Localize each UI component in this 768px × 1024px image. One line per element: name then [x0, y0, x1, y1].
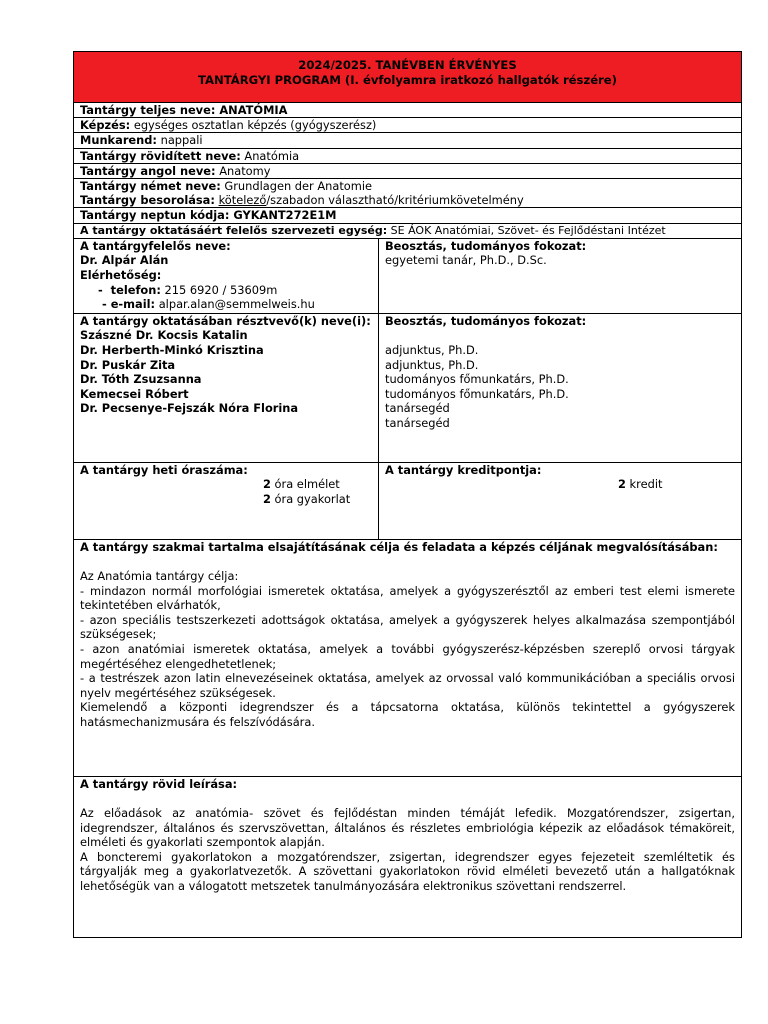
goal-section: A tantárgy szakmai tartalma elsajátításának célja és feladata a képzés céljának megvalósításában: Az Anatómia tantárgy célja: - mindazon normál morfológiai ismeretek oktatása, amelyek a gyógyszerésztől az emberi test elemi ismerete tekintetében elvárhatók, - azon speciális testszerkezeti adottságok oktatása, amelyek a gyógyszerek helyes alkalmazása szempontjából szükségesek; - azon anatómiai ismeretek oktatása, amelyek a további gyógyszerész-képzésben szereplő orvosi tárgyak megértéséhez elengedhetetlenek; - a testrészek azon latin elnevezéseinek oktatása, amelyek az orvossal való kommunikációban a speciális orvosi nyelv megértéséhez szükségesek. Kiemelendő a központi idegrendszer és a tápcsatorna oktatása, különös tekintettel a gyógyszerek hatásmechanizmusára és felszívódására.	[74, 540, 741, 777]
responsible-name: Dr. Alpár Alán	[80, 253, 169, 268]
participants-section: A tantárgy oktatásában résztvevő(k) neve(i): Szászné Dr. Kocsis Katalin Dr. Herberth-Minkó Krisztina Dr. Puskár Zita Dr. Tóth Zsuzsanna Kemecsei Róbert Dr. Pecsenye-Fejszák Nóra Florina Beosztás, tudományos fokozat: adjunktus, Ph.D. adjunktus, Ph.D. tudományos főmunkatárs, Ph.D. tudományos főmunkatárs, Ph.D. tanársegéd tanársegéd	[74, 314, 741, 463]
row-field: Tantárgy angol neve: Anatomy	[74, 164, 741, 179]
summary-section	[74, 777, 741, 937]
participant-position: tanársegéd	[385, 415, 450, 430]
participant-position: tudományos főmunkatárs, Ph.D.	[385, 372, 569, 387]
row-classification: Tantárgy besorolása: kötelező/szabadon választható/kritériumkövetelmény	[74, 193, 741, 208]
participant-name: Dr. Puskár Zita	[80, 357, 176, 372]
document-page	[73, 51, 742, 938]
goal-item: - azon speciális testszerkezeti adottságok oktatása, amelyek a gyógyszerek helyes alkalmazása szempontjából szükségesek;	[80, 612, 735, 642]
summary-title: A tantárgy rövid leírása:	[80, 776, 238, 791]
goal-item: - a testrészek azon latin elnevezéseinek oktatása, amelyek az orvossal való kommunikációban a speciális orvosi nyelv megértéséhez szükségesek.	[80, 671, 735, 700]
phone-number: 215 6920 / 53609m	[160, 282, 278, 297]
program-table	[73, 103, 742, 938]
goal-item: - azon anatómiai ismeretek oktatása, amelyek a további gyógyszerész-képzésben szereplő orvosi tárgyak megértéséhez elengedhetetlenek;	[80, 641, 735, 671]
responsible-section: A tantárgyfelelős neve: Dr. Alpár Alán Elérhetőség: - telefon: 215 6920 / 53609m - e-mail: alpar.alan@semmelweis.hu Beosztás, tudományos fokozat: egyetemi tanár, Ph.D., D.Sc.	[74, 239, 741, 314]
participant-name: Kemecsei Róbert	[80, 386, 189, 401]
participant-name: Dr. Pecsenye-Fejszák Nóra Florina	[80, 401, 299, 416]
goal-item: - mindazon normál morfológiai ismeretek oktatása, amelyek a gyógyszerésztől az emberi test elemi ismerete tekintetében elvárhatók,	[80, 583, 735, 613]
participant-position: tudományos főmunkatárs, Ph.D.	[385, 386, 569, 401]
program-header	[73, 51, 742, 103]
email-address: alpar.alan@semmelweis.hu	[155, 297, 315, 312]
header-line-1: 2024/2025. TANÉVBEN ÉRVÉNYES	[298, 58, 517, 72]
goal-title: A tantárgy szakmai tartalma elsajátításának célja és feladata a képzés céljának megvalósításában:	[80, 539, 718, 554]
participant-position: adjunktus, Ph.D.	[385, 343, 479, 358]
goal-item: Kiemelendő a központi idegrendszer és a tápcsatorna oktatása, különös tekintettel a gyógyszerek hatásmechanizmusára és felszívódására.	[80, 700, 735, 729]
row-organization: A tantárgy oktatásáért felelős szervezeti egység: SE ÁOK Anatómiai, Szövet- és Fejlődéstani Intézet	[74, 224, 741, 239]
participant-position: adjunktus, Ph.D.	[385, 357, 479, 372]
summary-paragraph-2: A boncteremi gyakorlatokon a mozgatórendszer, zsigertan, idegrendszer egyes fejezeteit szemléltetik és tárgyalják meg a gyakorlatvezetők. A szövettani gyakorlatokon rövid elméleti bevezető után a hallgatóknak lehetőségük van a válogatott metszetek tanulmányozására elektronikus szövettani rendszerrel.	[80, 849, 735, 893]
mandatory-option: kötelező	[218, 193, 267, 208]
responsible-position: egyetemi tanár, Ph.D., D.Sc.	[385, 253, 547, 268]
summary-paragraph-1: Az előadások az anatómia- szövet és fejlődéstan minden témáját lefedik. Mozgatórendszer, zsigertan, idegrendszer, általános és szervszövettan, általános és részletes embriológia képezik az előadások témaköreit, elméleti és gyakorlati szempontok alapján.	[80, 806, 735, 850]
row-field: Tantárgy német neve: Grundlagen der Anatomie	[80, 179, 373, 194]
participant-position: tanársegéd	[385, 401, 450, 416]
participant-name: Szászné Dr. Kocsis Katalin	[80, 328, 248, 343]
participant-name: Dr. Herberth-Minkó Krisztina	[80, 343, 264, 358]
header-line-2: TANTÁRGYI PROGRAM (I. évfolyamra iratkozó hallgatók részére)	[198, 73, 617, 87]
row-field: Tantárgy teljes neve: ANATÓMIA	[74, 103, 741, 118]
row-field: Tantárgy rövidített neve: Anatómia	[74, 149, 741, 164]
row-neptun-code: Tantárgy neptun kódja: GYKANT272E1M	[74, 208, 741, 223]
row-field: Munkarend: nappali	[74, 133, 741, 148]
participant-name: Dr. Tóth Zsuzsanna	[80, 372, 202, 387]
hours-credit-section: A tantárgy heti óraszáma: 2 óra elmélet 2 óra gyakorlat A tantárgy kreditpontja: 2 kredit	[74, 463, 741, 540]
row-field: Képzés: egységes osztatlan képzés (gyógyszerész)	[74, 118, 741, 133]
